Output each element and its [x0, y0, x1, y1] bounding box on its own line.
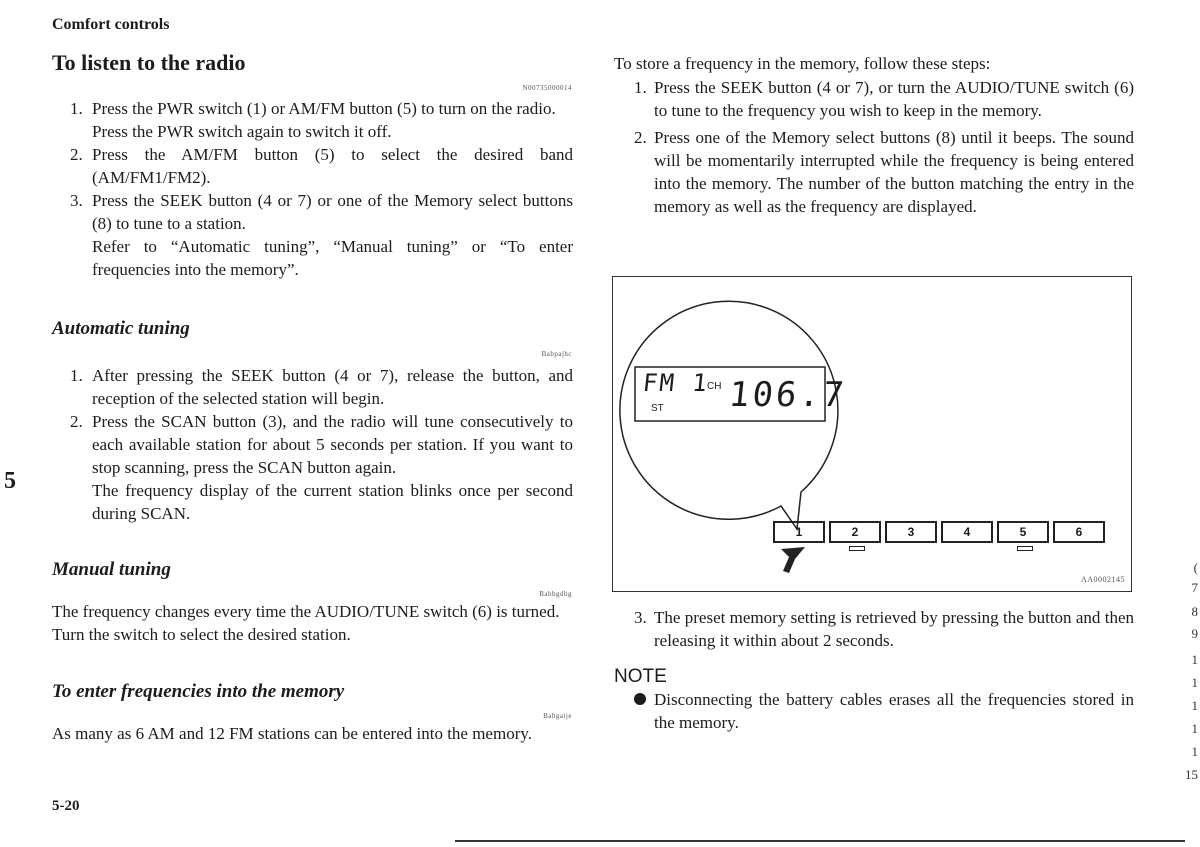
step-number: 2.: [634, 128, 647, 147]
reference-code: Babbgdbg: [539, 590, 572, 598]
edge-fragment: (: [1193, 560, 1198, 575]
step-number: 3.: [70, 191, 83, 210]
automatic-tuning-heading: Automatic tuning: [52, 318, 190, 339]
reference-code: Babgaije: [543, 712, 572, 720]
step-text: Press the SCAN button (3), and the radio will tune consecutively to each available station for about 5 seconds per station. If you want to stop scanning, press the SCAN button again.: [92, 412, 573, 477]
memory-button-4[interactable]: 4: [941, 521, 993, 543]
button-indicator: [1017, 546, 1033, 551]
store-intro: To store a frequency in the memory, follow these steps:: [614, 54, 991, 73]
lcd-band: FM 1: [641, 369, 711, 397]
step-text: Press the AM/FM button (5) to select the desired band (AM/FM1/FM2).: [92, 145, 573, 187]
step-number: 2.: [70, 412, 83, 431]
lcd-stereo-indicator: ST: [651, 403, 664, 414]
manual-tuning-heading: Manual tuning: [52, 559, 171, 580]
edge-fragment: 1: [1191, 652, 1198, 667]
memory-text: As many as 6 AM and 12 FM stations can be entered into the memory.: [52, 724, 533, 743]
section-title: To listen to the radio: [52, 50, 246, 75]
store-step-list: [634, 76, 1134, 218]
intro-step-list: [70, 97, 573, 281]
step-number: 2.: [70, 145, 83, 164]
auto-step-list: [70, 364, 573, 525]
note-text: Disconnecting the battery cables erases all the frequencies stored in the memory.: [654, 690, 1134, 732]
list-item: [70, 410, 573, 525]
edge-fragment: 1: [1191, 698, 1198, 713]
memory-button-6[interactable]: 6: [1053, 521, 1105, 543]
note-label: NOTE: [614, 666, 667, 687]
page-number: 5-20: [52, 798, 80, 814]
list-item: [70, 189, 573, 281]
step-extra: Press the PWR switch again to switch it off.: [92, 122, 392, 141]
lcd-ch-indicator: CH: [707, 381, 722, 392]
edge-fragment: 1: [1191, 721, 1198, 736]
step-number: 1.: [634, 78, 647, 97]
lcd-frequency: 106.7: [726, 375, 849, 415]
memory-button-1[interactable]: 1: [773, 521, 825, 543]
reference-code: Babpajhc: [541, 350, 572, 358]
radio-display-figure: [612, 276, 1132, 592]
store-step-3: [634, 606, 1134, 652]
step-extra: Refer to “Automatic tuning”, “Manual tuning” or “To enter frequencies into the memory”.: [92, 237, 573, 279]
list-item: [634, 126, 1134, 218]
step-text: The preset memory setting is retrieved by pressing the button and then releasing it within about 2 seconds.: [654, 608, 1134, 650]
paragraph: The frequency changes every time the AUDIO/TUNE switch (6) is turned.: [52, 602, 560, 621]
bottom-rule: [455, 840, 1185, 842]
edge-fragment: 1: [1191, 675, 1198, 690]
edge-fragment: 1: [1191, 744, 1198, 759]
chapter-number: 5: [4, 468, 16, 494]
press-arrow-icon: [781, 547, 805, 573]
manual-tuning-text: [52, 600, 573, 646]
list-item: [70, 143, 573, 189]
figure-code: AA0002145: [1080, 575, 1125, 584]
step-text: Press the SEEK button (4 or 7), or turn the AUDIO/TUNE switch (6) to tune to the frequency you wish to keep in the memory.: [654, 78, 1134, 120]
list-item: [70, 364, 573, 410]
callout-bubble: [613, 277, 1131, 591]
step-text: Press one of the Memory select buttons (8) until it beeps. The sound will be momentarily interrupted while the frequency is being entered into the memory. The number of the button matching the entry in the memory as well as the frequency are displayed.: [654, 128, 1134, 216]
step-text: Press the PWR switch (1) or AM/FM button (5) to turn on the radio.: [92, 99, 556, 118]
step-text: After pressing the SEEK button (4 or 7), release the button, and reception of the selected station will begin.: [92, 366, 573, 408]
edge-fragment: 9: [1191, 626, 1198, 641]
step-number: 3.: [634, 608, 647, 627]
memory-button-3[interactable]: 3: [885, 521, 937, 543]
edge-fragment: 8: [1191, 604, 1198, 619]
edge-fragment: 7: [1191, 580, 1198, 595]
memory-button-2[interactable]: 2: [829, 521, 881, 543]
list-item: [70, 97, 573, 143]
edge-fragment: 15: [1185, 767, 1198, 782]
list-item: [634, 606, 1134, 652]
step-number: 1.: [70, 366, 83, 385]
paragraph: Turn the switch to select the desired station.: [52, 625, 351, 644]
bullet-icon: [634, 693, 646, 705]
reference-code: N00735000014: [522, 84, 572, 92]
step-text: Press the SEEK button (4 or 7) or one of the Memory select buttons (8) to tune to a station.: [92, 191, 573, 233]
note-item: [634, 688, 1134, 734]
step-number: 1.: [70, 99, 83, 118]
step-extra: The frequency display of the current station blinks once per second during SCAN.: [92, 481, 573, 523]
button-indicator: [849, 546, 865, 551]
memory-button-5[interactable]: 5: [997, 521, 1049, 543]
running-header: Comfort controls: [52, 16, 170, 33]
memory-heading: To enter frequencies into the memory: [52, 681, 345, 702]
list-item: [634, 76, 1134, 122]
